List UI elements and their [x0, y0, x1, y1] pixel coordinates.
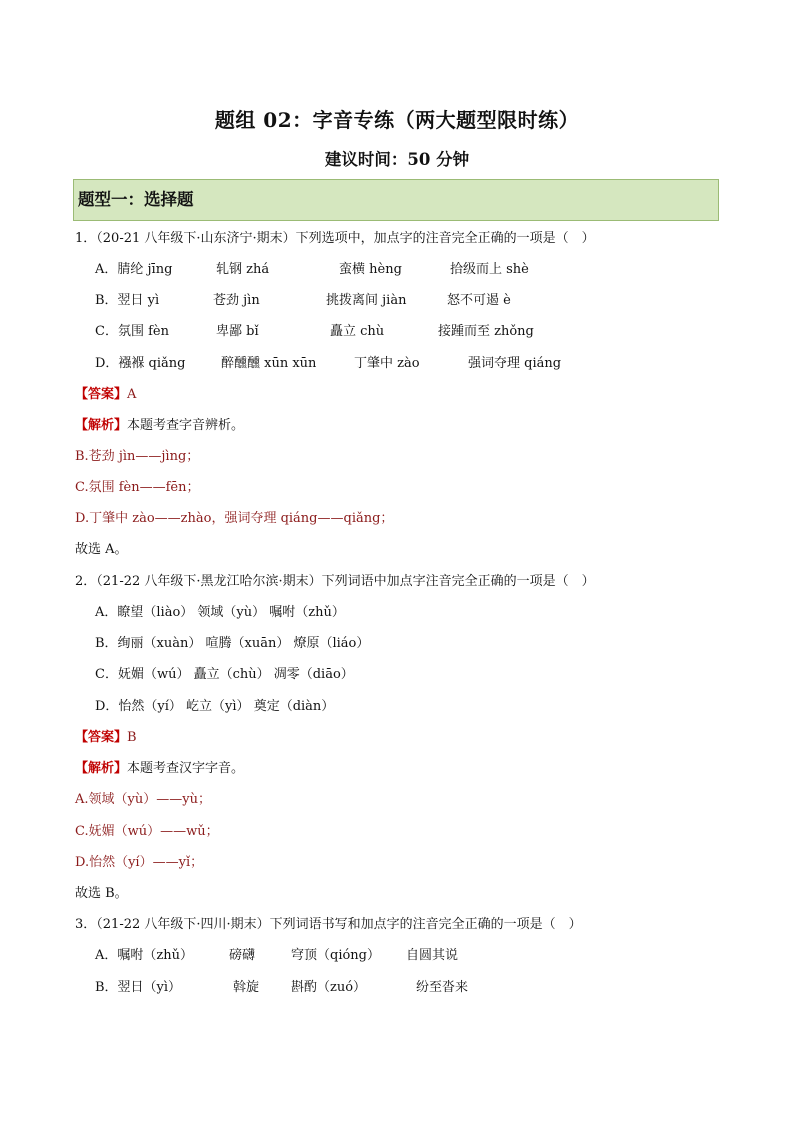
question-1-option-c	[95, 323, 695, 341]
option-cell: 磅礴	[229, 948, 256, 963]
option-cell: C．氛围 fèn	[95, 324, 169, 339]
question-1-option-b	[95, 292, 695, 310]
question-2-detail: C.妩媚（wú）——wǔ；	[75, 824, 219, 839]
answer-label: 【答案】	[75, 387, 128, 402]
option-cell: 挑拨离间 jiàn	[326, 293, 407, 308]
answer-value: A	[127, 387, 137, 402]
question-1-analysis	[75, 417, 244, 435]
question-1-detail: B.苍劲 jìn——jìng；	[75, 449, 200, 464]
option-cell: 蛮横 hèng	[339, 262, 402, 277]
option-cell: 强词夺理 qiáng	[468, 356, 562, 371]
option-cell: B．翌日 yì	[95, 293, 160, 308]
question-2-detail: A.领域（yù）——yù；	[75, 792, 211, 807]
option-cell: 丁肇中 zào	[354, 356, 420, 371]
question-2-conclusion: 故选 B。	[75, 886, 128, 901]
question-2-analysis	[75, 760, 244, 778]
question-1-option-d	[95, 355, 695, 373]
page-title: 题组 02：字音专练（两大题型限时练）	[214, 108, 580, 132]
option-cell: 卑鄙 bǐ	[216, 324, 259, 339]
question-3-option-a	[95, 947, 695, 965]
answer-label: 【答案】	[75, 730, 128, 745]
analysis-label: 【解析】	[75, 418, 128, 433]
option-cell: D．襁褓 qiǎng	[95, 356, 186, 371]
question-1-conclusion: 故选 A。	[75, 542, 128, 557]
question-1-detail: C.氛围 fèn——fēn；	[75, 480, 200, 495]
question-1-answer	[75, 386, 136, 404]
section-header: 题型一：选择题	[73, 179, 719, 221]
option-cell: 怒不可遏 è	[447, 293, 511, 308]
question-2-detail: D.怡然（yí）——yǐ；	[75, 855, 204, 870]
question-1-stem: 1．（20-21 八年级下·山东济宁·期末）下列选项中，加点字的注音完全正确的一项是（ ）	[75, 231, 595, 246]
option-cell: 拾级而上 shè	[450, 262, 529, 277]
question-2-option-c: C．妩媚（wú） 矗立（chù） 凋零（diāo）	[95, 667, 354, 682]
question-3-option-b	[95, 979, 695, 997]
question-2-option-b: B．绚丽（xuàn） 喧腾（xuān） 燎原（liáo）	[95, 636, 370, 651]
analysis-text: 本题考查汉字字音。	[127, 761, 245, 776]
option-cell: 斡旋	[233, 980, 260, 995]
option-cell: B．翌日（yì）	[95, 980, 182, 995]
option-cell: 穹顶（qióng）	[291, 948, 381, 963]
question-2-answer	[75, 729, 137, 747]
question-3-stem: 3．（21-22 八年级下·四川·期末）下列词语书写和加点字的注音完全正确的一项是（ ）	[75, 917, 582, 932]
question-1-detail: D.丁肇中 zào——zhào，强词夺理 qiáng——qiǎng；	[75, 511, 394, 526]
option-cell: 醉醺醺 xūn xūn	[221, 356, 317, 371]
option-cell: 轧钢 zhá	[216, 262, 270, 277]
question-2-option-a: A．瞭望（liào） 领域（yù） 嘱咐（zhǔ）	[95, 605, 345, 620]
analysis-label: 【解析】	[75, 761, 128, 776]
page-subtitle: 建议时间：50 分钟	[324, 150, 470, 169]
option-cell: 矗立 chù	[330, 324, 385, 339]
analysis-text: 本题考查字音辨析。	[127, 418, 245, 433]
option-cell: 纷至沓来	[416, 980, 469, 995]
question-1-option-a	[95, 261, 695, 279]
question-2-stem: 2．（21-22 八年级下·黑龙江哈尔滨·期末）下列词语中加点字注音完全正确的一项是（ ）	[75, 574, 595, 589]
option-cell: 苍劲 jìn	[213, 293, 260, 308]
option-cell: 自圆其说	[406, 948, 459, 963]
answer-value: B	[127, 730, 137, 745]
option-cell: A．嘱咐（zhǔ）	[95, 948, 193, 963]
question-2-option-d: D．怡然（yí） 屹立（yì） 奠定（diàn）	[95, 699, 335, 714]
option-cell: 接踵而至 zhǒng	[438, 324, 534, 339]
option-cell: A．腈纶 jīng	[95, 262, 173, 277]
option-cell: 斟酌（zuó）	[291, 980, 367, 995]
